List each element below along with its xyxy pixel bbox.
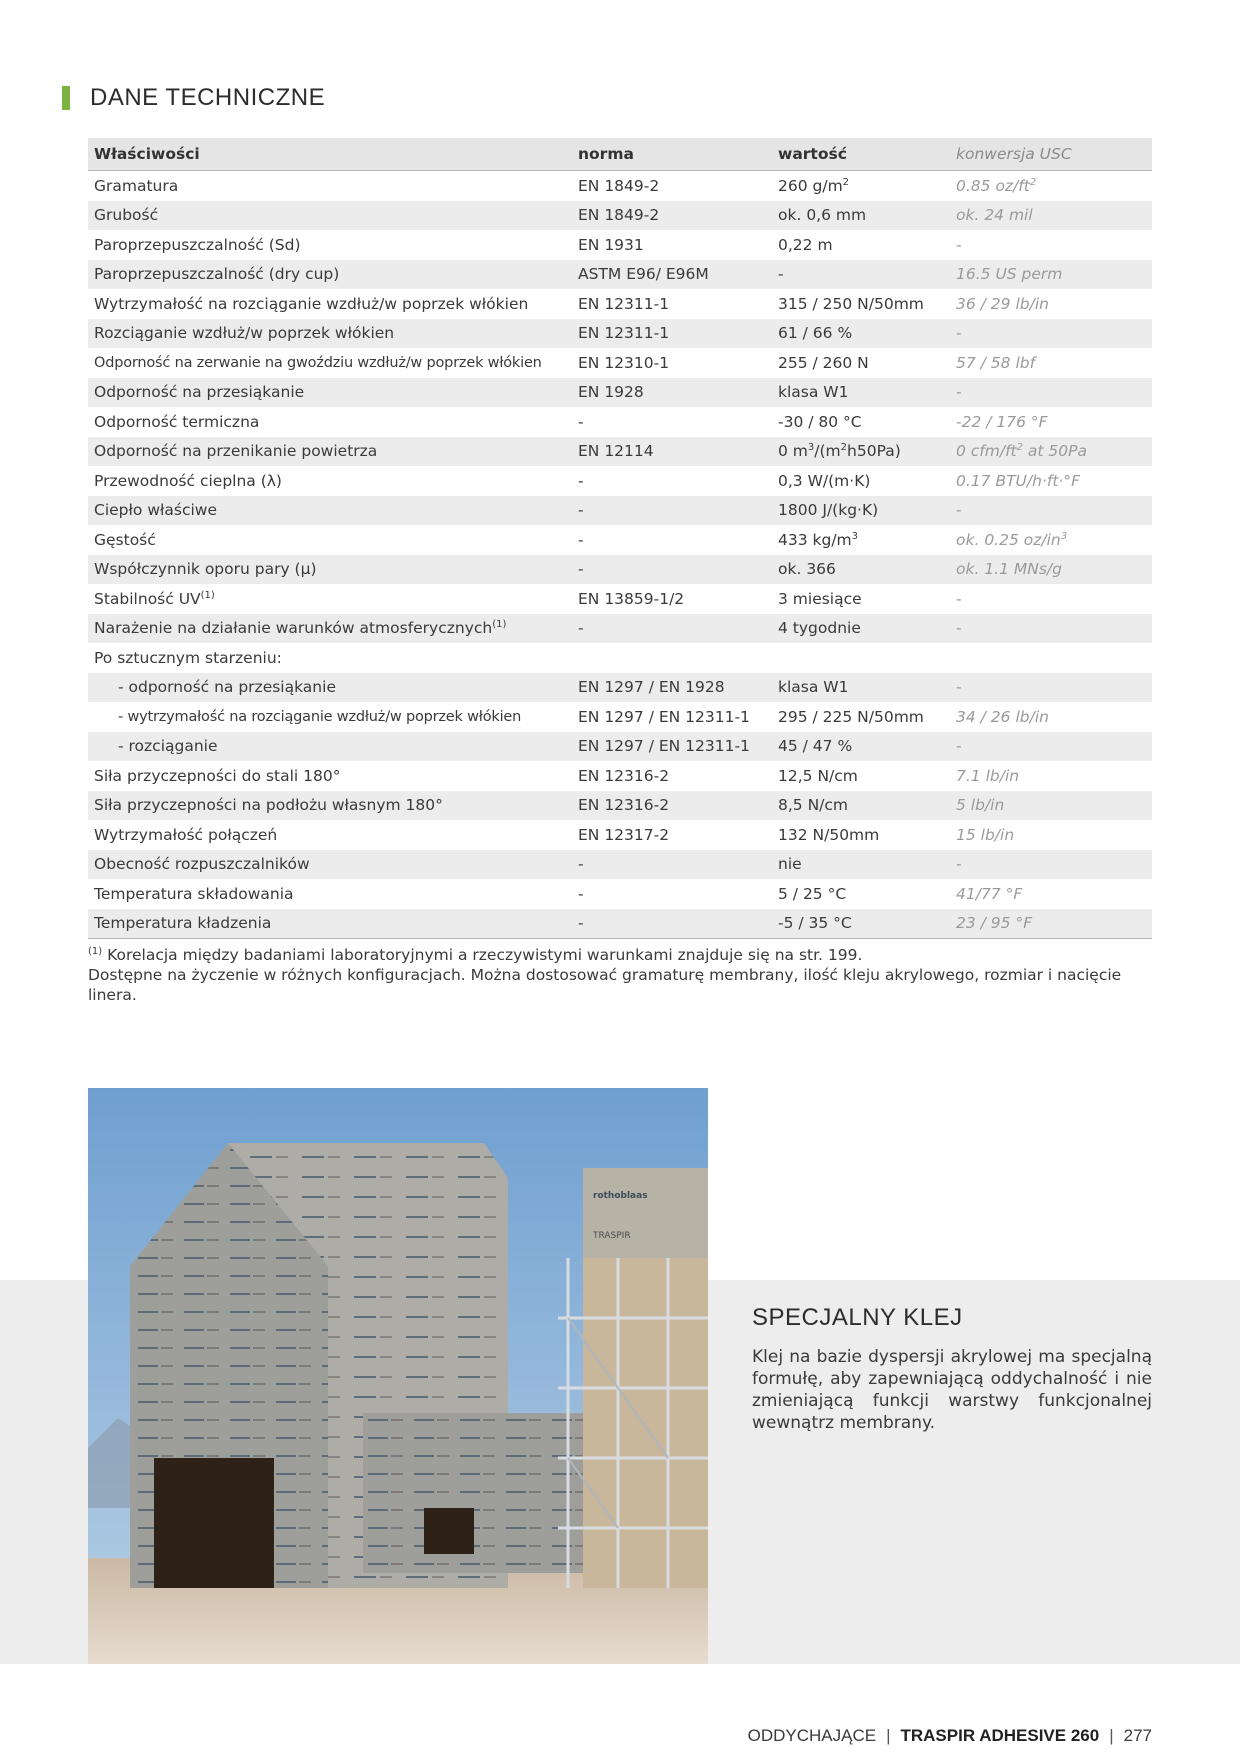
cell-property: [88, 407, 572, 437]
table-row: [88, 496, 1152, 526]
table-row: [88, 201, 1152, 231]
usc-value: -: [956, 855, 962, 874]
cell-norm: [572, 584, 772, 614]
norm-value: EN 12317-2: [578, 825, 670, 844]
usc-value: 0.17 BTU/h·ft·°F: [956, 471, 1080, 490]
footnote-ref: (1): [88, 946, 103, 957]
property-label: Po sztucznym starzeniu:: [94, 648, 282, 667]
value-text: 132 N/50mm: [778, 825, 880, 844]
table-row: [88, 643, 1152, 673]
table-row: [88, 319, 1152, 349]
cell-property: [88, 230, 572, 260]
norm-value: -: [578, 914, 584, 933]
cell-value: [772, 260, 950, 290]
page-footer: [748, 1726, 1152, 1746]
table-row: [88, 171, 1152, 201]
cell-usc: [950, 555, 1152, 585]
cell-norm: [572, 761, 772, 791]
cell-value: [772, 820, 950, 850]
norm-value: -: [578, 884, 584, 903]
cell-value: [772, 171, 950, 201]
property-label: Gęstość: [94, 530, 156, 549]
cell-property: [88, 643, 572, 673]
usc-value: -22 / 176 °F: [956, 412, 1048, 431]
table-row: [88, 230, 1152, 260]
table-row: [88, 850, 1152, 880]
table-row: [88, 407, 1152, 437]
cell-norm: [572, 614, 772, 644]
footnotes: [88, 945, 1168, 1005]
footnote-text: Korelacja między badaniami laboratoryjnymi a rzeczywistymi warunkami znajduje się na str. 199.: [102, 946, 863, 964]
table-row: [88, 732, 1152, 762]
cell-value: [772, 378, 950, 408]
cell-norm: [572, 319, 772, 349]
table-row: [88, 820, 1152, 850]
usc-value: 5 lb/in: [956, 796, 1005, 815]
cell-property: [88, 879, 572, 909]
cell-value: [772, 909, 950, 939]
page-number: 277: [1123, 1726, 1152, 1745]
section-title: DANE TECHNICZNE: [90, 84, 326, 111]
cell-norm: [572, 171, 772, 201]
cell-property: [88, 171, 572, 201]
cell-value: [772, 407, 950, 437]
value-text: klasa W1: [778, 383, 849, 402]
cell-value: [772, 643, 950, 673]
cell-property: [88, 201, 572, 231]
property-label: Współczynnik oporu pary (μ): [94, 560, 317, 579]
norm-value: -: [578, 619, 584, 638]
header-usc: konwersja USC: [950, 138, 1152, 171]
cell-usc: [950, 466, 1152, 496]
cell-property: [88, 496, 572, 526]
cell-value: [772, 761, 950, 791]
norm-value: EN 12310-1: [578, 353, 670, 372]
usc-value: 16.5 US perm: [956, 265, 1063, 284]
cell-value: [772, 732, 950, 762]
cell-usc: [950, 850, 1152, 880]
cell-usc: [950, 348, 1152, 378]
table-row: [88, 378, 1152, 408]
technical-data-table: [88, 138, 1152, 939]
cell-norm: [572, 407, 772, 437]
usc-exponent: 2: [1016, 442, 1023, 454]
value-text: 255 / 260 N: [778, 353, 869, 372]
cell-property: [88, 555, 572, 585]
value-exponent: 3: [807, 442, 815, 454]
cell-property: [88, 761, 572, 791]
value-text: 3 miesiące: [778, 589, 862, 608]
table-body: [88, 171, 1152, 939]
usc-value: 7.1 lb/in: [956, 766, 1020, 785]
cell-property: [88, 702, 572, 732]
availability-note: Dostępne na życzenie w różnych konfiguracjach. Można dostosować gramaturę membrany, ilość kleju akrylowego, rozmiar i nacięcie linera.: [88, 966, 1122, 1004]
norm-value: EN 1297 / EN 12311-1: [578, 707, 750, 726]
table-row: [88, 673, 1152, 703]
usc-value: ok. 24 mil: [956, 206, 1033, 225]
footer-separator: |: [1109, 1726, 1114, 1745]
value-text: 61 / 66 %: [778, 324, 853, 343]
header-value: wartość: [772, 138, 950, 171]
value-text: -30 / 80 °C: [778, 412, 862, 431]
cell-usc: [950, 879, 1152, 909]
cell-usc: [950, 614, 1152, 644]
table-row: [88, 555, 1152, 585]
cell-value: [772, 673, 950, 703]
property-label: Wytrzymałość na rozciąganie wzdłuż/w poprzek włókien: [94, 294, 529, 313]
usc-exponent: 2: [1029, 176, 1037, 188]
cell-norm: [572, 201, 772, 231]
usc-value: ok. 0.25 oz/in: [956, 530, 1061, 549]
cell-value: [772, 437, 950, 467]
cell-value: [772, 850, 950, 880]
value-part: /(m: [814, 442, 841, 461]
section-header: [62, 80, 325, 116]
value-exponent: 3: [851, 530, 859, 542]
cell-property: [88, 820, 572, 850]
cell-norm: [572, 496, 772, 526]
table-row: [88, 525, 1152, 555]
table-row: [88, 584, 1152, 614]
usc-value: 0.85 oz/ft: [956, 176, 1030, 195]
value-text: 433 kg/m: [778, 530, 852, 549]
value-part: h50Pa): [847, 442, 901, 461]
value-text: 260 g/m: [778, 176, 843, 195]
cell-norm: [572, 673, 772, 703]
cell-usc: [950, 319, 1152, 349]
cell-norm: [572, 702, 772, 732]
norm-value: EN 1297 / EN 1928: [578, 678, 725, 697]
table-row: [88, 614, 1152, 644]
property-label: Odporność termiczna: [94, 412, 260, 431]
cell-usc: [950, 496, 1152, 526]
value-text: 315 / 250 N/50mm: [778, 294, 924, 313]
usc-value: 15 lb/in: [956, 825, 1015, 844]
property-label: Temperatura składowania: [94, 884, 294, 903]
norm-value: EN 13859-1/2: [578, 589, 685, 608]
usc-value: 57 / 58 lbf: [956, 353, 1036, 372]
cell-norm: [572, 437, 772, 467]
norm-value: EN 1931: [578, 235, 644, 254]
cell-value: [772, 201, 950, 231]
building-illustration: [88, 1088, 708, 1664]
norm-value: EN 1297 / EN 12311-1: [578, 737, 750, 756]
cell-property: [88, 260, 572, 290]
cell-norm: [572, 260, 772, 290]
norm-value: -: [578, 855, 584, 874]
cell-property: [88, 289, 572, 319]
property-label: Paroprzepuszczalność (dry cup): [94, 265, 340, 284]
property-label: Siła przyczepności do stali 180°: [94, 766, 341, 785]
value-exponent: 2: [842, 176, 850, 188]
cell-usc: [950, 260, 1152, 290]
norm-value: -: [578, 412, 584, 431]
cell-value: [772, 525, 950, 555]
value-text: nie: [778, 855, 802, 874]
header-norm: norma: [572, 138, 772, 171]
cell-norm: [572, 378, 772, 408]
cell-property: [88, 378, 572, 408]
cell-norm: [572, 791, 772, 821]
cell-usc: [950, 732, 1152, 762]
cell-usc: [950, 820, 1152, 850]
cell-property: [88, 791, 572, 821]
property-label: Wytrzymałość połączeń: [94, 825, 278, 844]
norm-value: EN 12114: [578, 442, 654, 461]
cell-usc: [950, 584, 1152, 614]
cell-usc: [950, 437, 1152, 467]
norm-value: EN 12316-2: [578, 796, 670, 815]
cell-norm: [572, 466, 772, 496]
usc-exponent: 3: [1060, 530, 1068, 542]
norm-value: -: [578, 530, 584, 549]
cell-value: [772, 791, 950, 821]
footer-separator: |: [886, 1726, 891, 1745]
value-text: ok. 366: [778, 560, 836, 579]
cell-norm: [572, 230, 772, 260]
value-text: 1800 J/(kg·K): [778, 501, 879, 520]
cell-value: [772, 584, 950, 614]
usc-value: -: [956, 737, 962, 756]
cell-usc: [950, 909, 1152, 939]
cell-value: [772, 319, 950, 349]
norm-value: EN 12316-2: [578, 766, 670, 785]
property-label: Ciepło właściwe: [94, 501, 218, 520]
usc-value: -: [956, 678, 962, 697]
cell-norm: [572, 348, 772, 378]
value-text: klasa W1: [778, 678, 849, 697]
norm-value: EN 1928: [578, 383, 644, 402]
value-text: 0,3 W/(m·K): [778, 471, 871, 490]
cell-norm: [572, 732, 772, 762]
feature-text: Klej na bazie dyspersji akrylowej ma specjalną formułę, aby zapewniającą oddychalność i nie zmieniającą funkcji warstwy funkcjonalnej wewnątrz membrany.: [752, 1347, 1152, 1433]
footnote-ref: (1): [492, 619, 507, 631]
table-row: [88, 260, 1152, 290]
value-text: 45 / 47 %: [778, 737, 853, 756]
cell-value: [772, 879, 950, 909]
cell-usc: [950, 525, 1152, 555]
photo-brand-print: rothoblaas: [593, 1191, 648, 1201]
cell-property: [88, 673, 572, 703]
cell-property: [88, 319, 572, 349]
property-label: Temperatura kładzenia: [94, 914, 272, 933]
footer-product: TRASPIR ADHESIVE 260: [900, 1726, 1100, 1745]
cell-usc: [950, 230, 1152, 260]
cell-property: [88, 850, 572, 880]
cell-norm: [572, 879, 772, 909]
value-text: 12,5 N/cm: [778, 766, 858, 785]
property-label: Grubość: [94, 206, 159, 225]
cell-property: [88, 909, 572, 939]
property-label: Przewodność cieplna (λ): [94, 471, 282, 490]
cell-usc: [950, 378, 1152, 408]
table-row: [88, 289, 1152, 319]
norm-value: ASTM E96/ E96M: [578, 265, 709, 284]
cell-norm: [572, 909, 772, 939]
cell-norm: [572, 850, 772, 880]
footnote-ref: (1): [200, 589, 215, 601]
cell-norm: [572, 820, 772, 850]
property-label: Obecność rozpuszczalników: [94, 855, 310, 874]
property-label: - rozciąganie: [118, 737, 218, 756]
cell-usc: [950, 791, 1152, 821]
value-text: -: [778, 265, 784, 284]
value-text: 8,5 N/cm: [778, 796, 849, 815]
cell-value: [772, 496, 950, 526]
cell-value: [772, 702, 950, 732]
cell-usc: [950, 407, 1152, 437]
cell-property: [88, 732, 572, 762]
usc-value: 0 cfm/ft: [956, 442, 1017, 461]
usc-value: 23 / 95 °F: [956, 914, 1033, 933]
usc-value: 41/77 °F: [956, 884, 1023, 903]
usc-value: -: [956, 501, 962, 520]
property-label: Odporność na przesiąkanie: [94, 383, 305, 402]
cell-property: [88, 584, 572, 614]
property-label: Stabilność UV: [94, 589, 201, 608]
cell-usc: [950, 702, 1152, 732]
cell-norm: [572, 289, 772, 319]
norm-value: EN 12311-1: [578, 324, 670, 343]
value-text: -5 / 35 °C: [778, 914, 852, 933]
table-row: [88, 761, 1152, 791]
cell-property: [88, 614, 572, 644]
norm-value: -: [578, 471, 584, 490]
value-text: 4 tygodnie: [778, 619, 861, 638]
cell-value: [772, 348, 950, 378]
cell-usc: [950, 171, 1152, 201]
table-row: [88, 348, 1152, 378]
value-text: ok. 0,6 mm: [778, 206, 867, 225]
usc-value: -: [956, 619, 962, 638]
norm-value: EN 1849-2: [578, 176, 660, 195]
norm-value: EN 12311-1: [578, 294, 670, 313]
property-label: Gramatura: [94, 176, 179, 195]
cell-property: [88, 348, 572, 378]
feature-title: SPECJALNY KLEJ: [752, 1304, 963, 1331]
cell-value: [772, 289, 950, 319]
property-label: Rozciąganie wzdłuż/w poprzek włókien: [94, 324, 395, 343]
table-row: [88, 791, 1152, 821]
cell-value: [772, 466, 950, 496]
header-property: Właściwości: [88, 138, 572, 171]
feature-special-adhesive: [752, 1304, 1152, 1434]
value-text: 0,22 m: [778, 235, 833, 254]
usc-value: ok. 1.1 MNs/g: [956, 560, 1062, 579]
property-label: - odporność na przesiąkanie: [118, 678, 336, 697]
table-row: [88, 437, 1152, 467]
cell-property: [88, 437, 572, 467]
usc-value: -: [956, 324, 962, 343]
cell-value: [772, 230, 950, 260]
cell-property: [88, 466, 572, 496]
section-accent-bar: [62, 86, 70, 110]
cell-usc: [950, 643, 1152, 673]
property-label: Odporność na przenikanie powietrza: [94, 442, 378, 461]
cell-usc: [950, 673, 1152, 703]
cell-norm: [572, 643, 772, 673]
usc-suffix: at 50Pa: [1023, 442, 1087, 461]
cell-usc: [950, 289, 1152, 319]
value-text: 295 / 225 N/50mm: [778, 707, 924, 726]
footer-category: ODDYCHAJĄCE: [747, 1726, 877, 1745]
table-row: [88, 702, 1152, 732]
usc-value: -: [956, 589, 962, 608]
usc-value: 34 / 26 lb/in: [956, 707, 1049, 726]
property-label: Odporność na zerwanie na gwoździu wzdłuż/w poprzek włókien: [94, 354, 542, 371]
norm-value: EN 1849-2: [578, 206, 660, 225]
cell-norm: [572, 525, 772, 555]
cell-usc: [950, 761, 1152, 791]
table-row: [88, 466, 1152, 496]
property-label: Siła przyczepności na podłożu własnym 180°: [94, 796, 443, 815]
property-label: Paroprzepuszczalność (Sd): [94, 235, 301, 254]
value-exponent: 2: [840, 442, 848, 454]
value-text: 5 / 25 °C: [778, 884, 847, 903]
cell-property: [88, 525, 572, 555]
cell-value: [772, 614, 950, 644]
table-row: [88, 879, 1152, 909]
photo-product-print: TRASPIR: [593, 1231, 631, 1241]
cell-norm: [572, 555, 772, 585]
table-row: [88, 909, 1152, 939]
value-part: 0 m: [778, 442, 808, 461]
table-header-row: [88, 138, 1152, 171]
usc-value: 36 / 29 lb/in: [956, 294, 1049, 313]
cell-usc: [950, 201, 1152, 231]
cell-value: [772, 555, 950, 585]
building-photo: [88, 1088, 708, 1664]
property-label: Narażenie na działanie warunków atmosferycznych: [94, 619, 493, 638]
norm-value: -: [578, 560, 584, 579]
usc-value: -: [956, 383, 962, 402]
footnote-1: [88, 945, 1168, 965]
usc-value: -: [956, 235, 962, 254]
property-label: - wytrzymałość na rozciąganie wzdłuż/w poprzek włókien: [118, 708, 522, 725]
norm-value: -: [578, 501, 584, 520]
